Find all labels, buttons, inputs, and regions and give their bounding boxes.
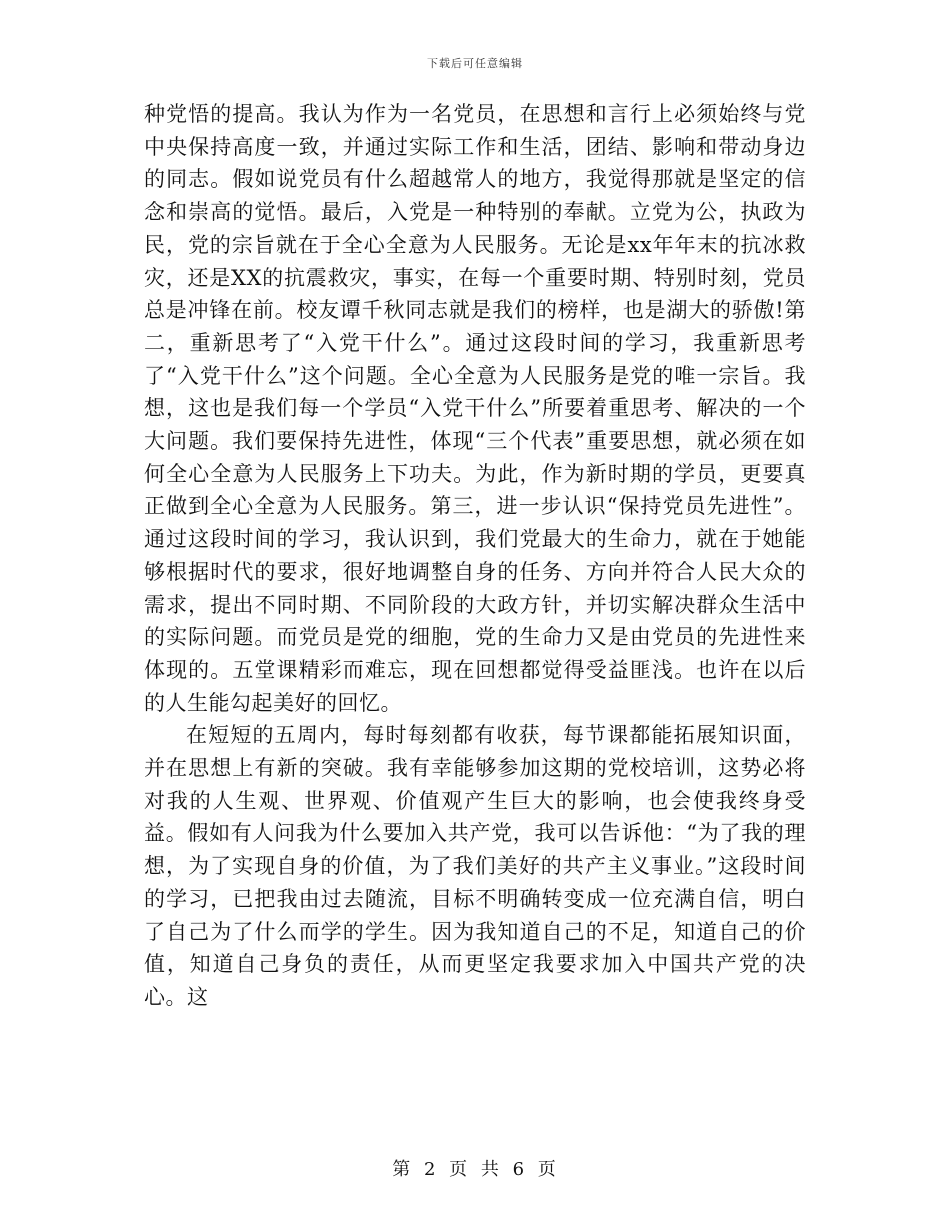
page-number-footer: 第 2 页 共 6 页 [392,1159,558,1180]
paragraph-1: 种党悟的提高。我认为作为一名党员，在思想和言行上必须始终与党中央保持高度一致，并通过实际工作和生活，团结、影响和带动身边的同志。假如说党员有什么超越常人的地方，我觉得那就是坚定的信念和崇高的觉悟。最后，入党是一种特别的奉献。立党为公，执政为民，党的宗旨就在于全心全意为人民服务。无论是xx年年末的抗冰救灾，还是XX的抗震救灾，事实，在每一个重要时期、特别时刻，党员总是冲锋在前。校友谭千秋同志就是我们的榜样，也是湖大的骄傲!第二，重新思考了“入党干什么”。通过这段时间的学习，我重新思考了“入党干什么”这个问题。全心全意为人民服务是党的唯一宗旨。我想，这也是我们每一个学员“入党干什么”所要着重思考、解决的一个大问题。我们要保持先进性，体现“三个代表”重要思想，就必须在如何全心全意为人民服务上下功夫。为此，作为新时期的学员，更要真正做到全心全意为人民服务。第三，进一步认识“保持党员先进性”。通过这段时间的学习，我认识到，我们党最大的生命力，就在于她能够根据时代的要求，很好地调整自身的任务、方向并符合人民大众的需求，提出不同时期、不同阶段的大政方针，并切实解决群众生活中的实际问题。而党员是党的细胞，党的生命力又是由党员的先进性来体现的。五堂课精彩而难忘，现在回想都觉得受益匪浅。也许在以后的人生能勾起美好的回忆。 [144,102,806,715]
document-body [144,98,806,1014]
page-header: 下载后可任意编辑 [427,57,523,70]
paragraph-2: 在短短的五周内，每时每刻都有收获，每节课都能拓展知识面，并在思想上有新的突破。我有幸能够参加这期的党校培训，这势必将对我的人生观、世界观、价值观产生巨大的影响，也会使我终身受益。假如有人问我为什么要加入共产党，我可以告诉他：“为了我的理想，为了实现自身的价值，为了我们美好的共产主义事业。”这段时间的学习，已把我由过去随流，目标不明确转变成一位充满自信，明白了自己为了什么而学的学生。因为我知道自己的不足，知道自己的价值，知道自己身负的责任，从而更坚定我要求加入中国共产党的决心。这 [144,723,806,1009]
